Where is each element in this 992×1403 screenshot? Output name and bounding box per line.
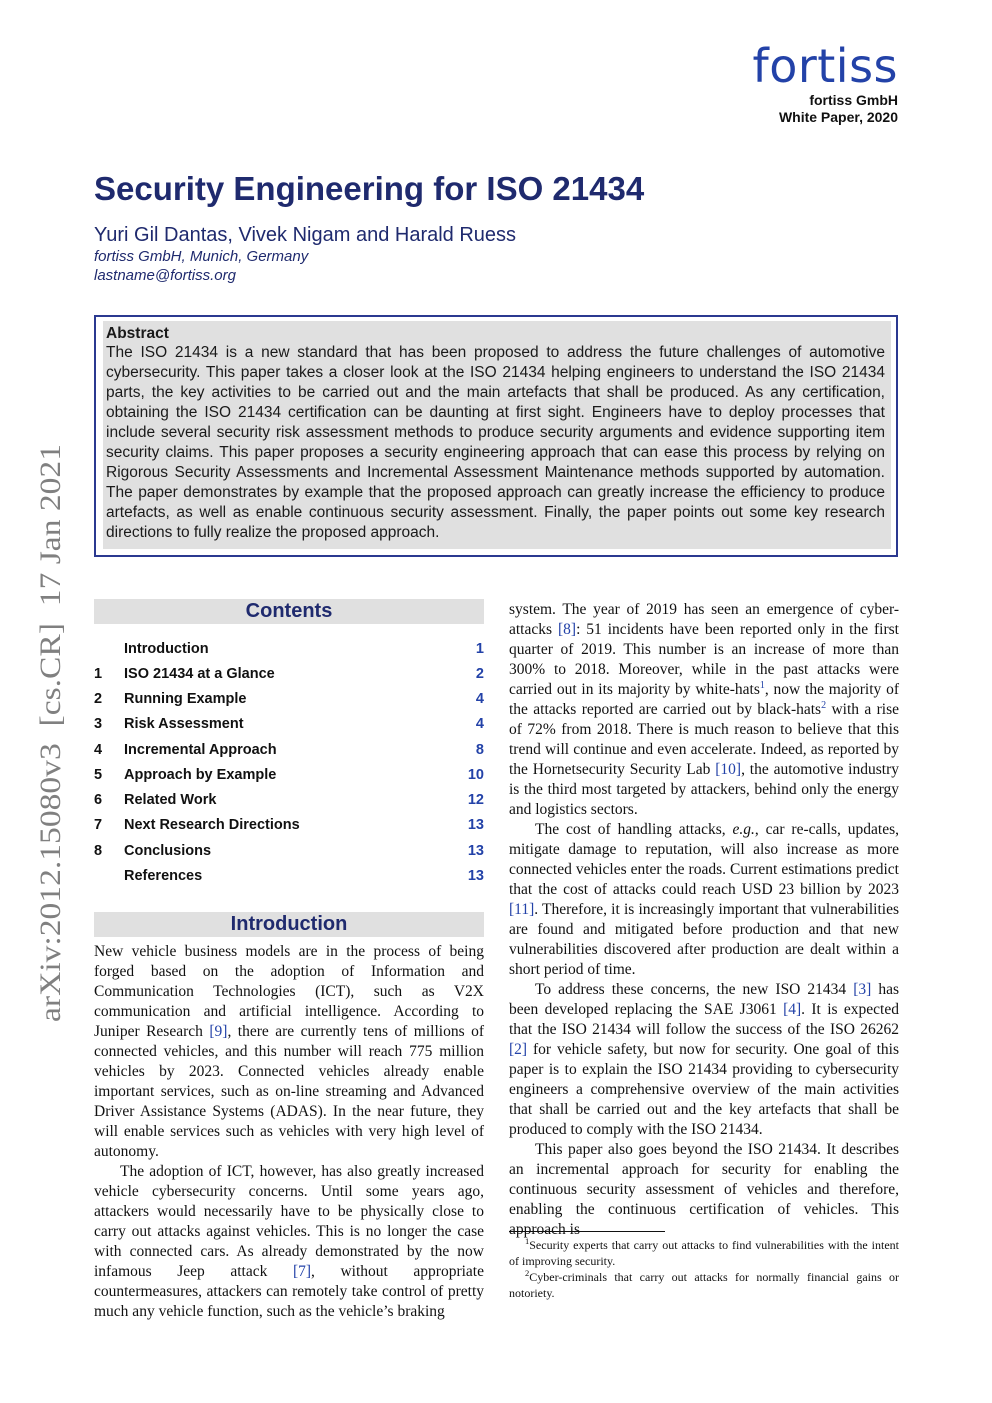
toc-number: 6 <box>94 792 103 808</box>
right-paragraph-3: To address these concerns, the new ISO 21434 [3] has been developed replacing the SAE J3061 [4]. It is expected that the ISO 21434 will follow the success of the ISO 26262 [2] for vehicle safety, but now for security. One goal of this paper is to explain the ISO 21434 providing to cybersecurity engineers a comprehensive overview of the main activities that shall be carried out and the key artefacts that shall be produced to comply with the ISO 21434. <box>509 981 899 1138</box>
toc-entry[interactable] <box>94 866 484 886</box>
logo-wordmark: fortiss <box>752 39 898 93</box>
toc-page-link[interactable]: 2 <box>475 666 484 682</box>
toc-title[interactable]: Conclusions <box>124 843 212 859</box>
toc-page-link[interactable]: 4 <box>475 691 484 707</box>
toc-number: 4 <box>94 742 103 758</box>
right-paragraph-2: The cost of handling attacks, e.g., car re-calls, updates, mitigate damage to reputation, will also increase as more connected vehicles enter the roads. Current estimations predict that the cost of attacks could reach USD 23 billion by 2023 [11]. Therefore, it is increasingly important that vulnerabilities are found and mitigated before production and that new vulnerabilities discovered after production are dealt within a short period of time. <box>509 821 899 978</box>
toc-title[interactable]: ISO 21434 at a Glance <box>124 666 275 682</box>
right-paragraph-1: system. The year of 2019 has seen an emergence of cyber-attacks [8]: 51 incidents have been reported only in the first quarter of 2019. This number is an increase of more than 300% to 2018. Moreover, while in the past attacks were carried out in its majority by white-hats$^1$, now the majority of the attacks reported are carried out by black-hats$^2$ with a rise of 72% from 2018. There is much reason to believe that this trend will continue and even accelerate. Indeed, as reported by the Hornetsecurity Security Lab [10], the automotive industry is the third most targeted by attackers, behind only the energy and logistics sectors. <box>509 601 900 818</box>
footnote-mark[interactable]: 2 <box>821 699 827 711</box>
citation-link[interactable]: [4] <box>783 1001 802 1018</box>
toc-number: 1 <box>94 666 103 682</box>
toc-number: 3 <box>94 716 103 732</box>
toc-entry[interactable] <box>94 740 484 760</box>
toc-title[interactable]: References <box>124 868 203 884</box>
toc-number: 5 <box>94 767 103 783</box>
toc-title[interactable]: Introduction <box>124 641 209 657</box>
citation-link[interactable]: [2] <box>509 1041 528 1058</box>
toc-number: 7 <box>94 817 103 833</box>
citation-link[interactable]: [3] <box>853 981 872 998</box>
toc-title[interactable]: Next Research Directions <box>124 817 300 833</box>
abstract-frame <box>94 315 898 557</box>
toc-title[interactable]: Incremental Approach <box>124 742 277 758</box>
citation-link[interactable]: [10] <box>715 761 742 778</box>
contents-heading: Contents <box>94 599 484 624</box>
toc-entry[interactable] <box>94 815 484 835</box>
footnote-mark[interactable]: 1 <box>759 679 765 691</box>
toc-title[interactable]: Risk Assessment <box>124 716 244 732</box>
toc-number: 8 <box>94 843 103 859</box>
toc-page-link[interactable]: 1 <box>475 641 484 657</box>
citation-link[interactable]: [9] <box>209 1023 228 1040</box>
paper-authors: Yuri Gil Dantas, Vivek Nigam and Harald Ruess <box>94 224 517 246</box>
abstract-box <box>103 321 891 549</box>
citation-link[interactable]: [8] <box>557 621 577 638</box>
toc-title[interactable]: Approach by Example <box>124 767 277 783</box>
toc-page-link[interactable]: 10 <box>467 767 484 783</box>
arxiv-side-stamp <box>20 444 72 1024</box>
left-column-body <box>94 942 484 1322</box>
citation-link[interactable]: [11] <box>509 901 535 918</box>
toc-entry[interactable] <box>94 714 484 734</box>
company-name: fortiss GmbH <box>809 92 898 108</box>
toc-page-link[interactable]: 12 <box>467 792 484 808</box>
toc-entry[interactable] <box>94 689 484 709</box>
abstract-heading: Abstract <box>106 325 169 342</box>
toc-page-link[interactable]: 8 <box>475 742 484 758</box>
right-column-body <box>509 600 899 1240</box>
author-email[interactable]: lastname@fortiss.org <box>94 267 236 284</box>
toc-number: 2 <box>94 691 103 707</box>
introduction-heading: Introduction <box>94 912 484 937</box>
intro-paragraph-1: New vehicle business models are in the process of being forged based on the adoption of Information and Communication Technologies (ICT), such as V2X communication and artificial intelligence. According to Juniper Research [9], there are currently tens of millions of connected vehicles, and this number will reach 775 million vehicles by 2023. Connected vehicles already enable important services, such as on-line streaming and Advanced Driver Assistance Systems (ADAS). In the near future, they will enable services such as vehicles with very high level of autonomy. <box>94 943 484 1160</box>
toc-entry[interactable] <box>94 639 484 659</box>
citation-link[interactable]: [7] <box>292 1263 312 1280</box>
fortiss-logo <box>753 40 899 126</box>
toc-page-link[interactable]: 13 <box>467 868 484 884</box>
paper-title: Security Engineering for ISO 21434 <box>94 170 645 207</box>
toc-entry[interactable] <box>94 765 484 785</box>
toc-page-link[interactable]: 13 <box>467 843 484 859</box>
toc-entry[interactable] <box>94 790 484 810</box>
abstract-text: The ISO 21434 is a new standard that has been proposed to address the future challenges of automotive cybersecurity. This paper takes a closer look at the ISO 21434 helping engineers to understand the ISO 21434 parts, the key activities to be carried out and the main artefacts that shall be produced. As any certification, obtaining the ISO 21434 certification can be daunting at first sight. Engineers have to deploy processes that include several security risk assessment methods to produce security arguments and evidence supporting item security claims. This paper proposes a security engineering approach that can ease this process by relying on Rigorous Security Assessments and Incremental Assessment Maintenance methods supported by automation. The paper demonstrates by example that the proposed approach can greatly increase the efficiency to produce artefacts, as well as enable continuous security assessment. Finally, the paper points out some key research directions to fully realize the proposed approach. <box>106 344 885 541</box>
paper-series: White Paper, 2020 <box>778 109 898 125</box>
intro-paragraph-2: The adoption of ICT, however, has also greatly increased vehicle cybersecurity concerns. Until some years ago, attackers would necessarily have to be physically close to carry out attacks against vehicles. This is no longer the case with connected cars. As already demonstrated by the now infamous Jeep attack [7], without appropriate countermeasures, attackers can remotely take control of pretty much any vehicle function, such as the vehicle’s braking <box>94 1163 484 1320</box>
toc-page-link[interactable]: 13 <box>467 817 484 833</box>
footnote-1: $^1$Security experts that carry out attacks to find vulnerabilities with the intent of improving security. <box>509 1236 899 1268</box>
footnote-2: $^2$Cyber-criminals that carry out attacks for normally financial gains or notoriety. <box>509 1268 899 1300</box>
toc-title[interactable]: Related Work <box>124 792 217 808</box>
toc-entry[interactable] <box>94 664 484 684</box>
arxiv-stamp-text: arXiv:2012.15080v3 [cs.CR] 17 Jan 2021 <box>34 505 67 1022</box>
right-paragraph-4: This paper also goes beyond the ISO 21434. It describes an incremental approach for security for enabling the continuous security assessment of vehicles and therefore, enabling the continuous certification of vehicles. This approach is <box>509 1141 899 1238</box>
toc-entry[interactable] <box>94 841 484 861</box>
footnote-divider <box>509 1231 665 1232</box>
toc-title[interactable]: Running Example <box>124 691 247 707</box>
author-affiliation: fortiss GmbH, Munich, Germany <box>94 248 309 265</box>
toc-page-link[interactable]: 4 <box>475 716 484 732</box>
